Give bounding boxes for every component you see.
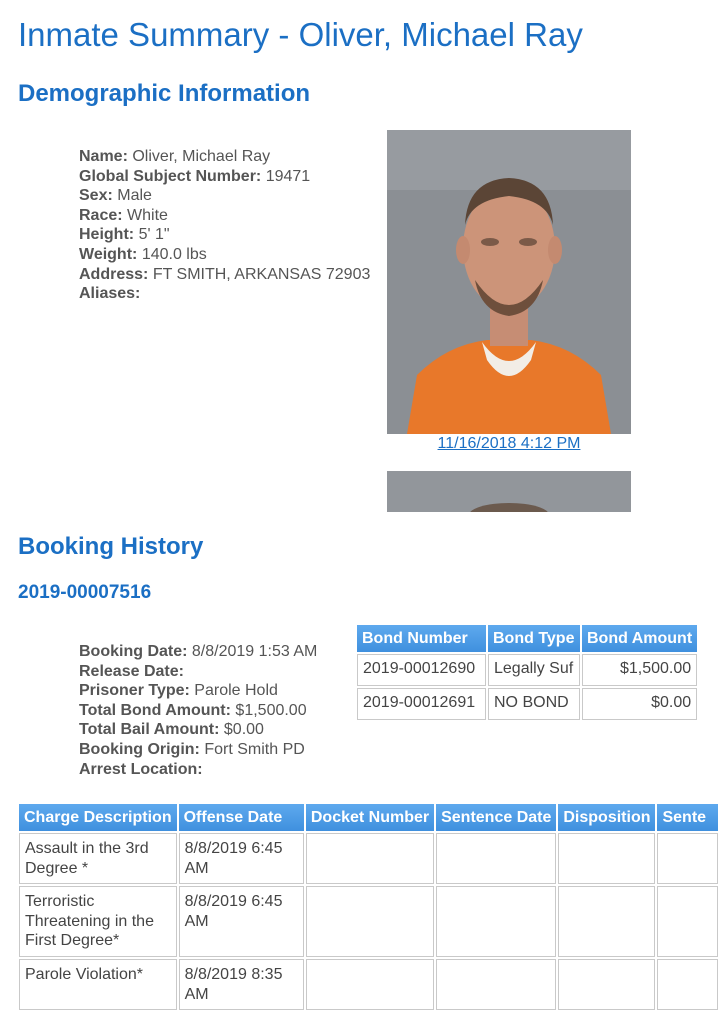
table-row xyxy=(357,688,697,720)
field-label: Aliases: xyxy=(79,285,141,303)
field-label: Total Bail Amount: xyxy=(79,721,220,739)
field-value: 19471 xyxy=(265,167,311,185)
table-cell xyxy=(306,886,434,957)
field-label: Address: xyxy=(79,265,149,283)
field-label: Arrest Location: xyxy=(79,760,203,778)
field-label: Global Subject Number: xyxy=(79,167,262,185)
field-label: Prisoner Type: xyxy=(79,682,190,700)
booking-origin-row xyxy=(79,740,317,760)
column-header: Sente xyxy=(657,804,718,831)
demographic-heading: Demographic Information xyxy=(18,80,311,107)
table-cell: Legally Suf xyxy=(488,654,580,686)
field-value: 8/8/2019 1:53 AM xyxy=(191,643,318,660)
secondary-photo[interactable] xyxy=(387,471,631,512)
name-row xyxy=(79,147,370,167)
column-header: Sentence Date xyxy=(436,804,556,831)
field-value: Oliver, Michael Ray xyxy=(132,148,271,165)
table-cell xyxy=(436,959,556,1010)
table-cell: Terroristic Threatening in the First Degree* xyxy=(19,886,177,957)
total-bail-row xyxy=(79,720,317,740)
total-bond-row xyxy=(79,701,317,721)
table-cell xyxy=(306,833,434,884)
table-cell xyxy=(558,833,655,884)
table-cell: 8/8/2019 6:45 AM xyxy=(179,886,304,957)
field-label: Sex: xyxy=(79,187,113,205)
table-cell: NO BOND xyxy=(488,688,580,720)
field-label: Name: xyxy=(79,148,128,165)
field-label: Total Bond Amount: xyxy=(79,701,231,719)
charge-table-header xyxy=(19,804,718,831)
table-row xyxy=(19,833,718,884)
mugshot-image xyxy=(387,130,631,434)
race-row xyxy=(79,206,370,226)
mugshot-photo[interactable] xyxy=(387,130,631,434)
field-value: Fort Smith PD xyxy=(204,740,305,758)
prisoner-type-row xyxy=(79,681,317,701)
table-cell xyxy=(436,833,556,884)
table-cell xyxy=(657,959,718,1010)
field-value: $1,500.00 xyxy=(235,701,307,719)
column-header: Disposition xyxy=(558,804,655,831)
field-value: 140.0 lbs xyxy=(141,245,207,263)
table-row xyxy=(19,959,718,1010)
booking-history-heading: Booking History xyxy=(18,533,204,560)
demographic-info xyxy=(79,147,370,304)
table-cell: $0.00 xyxy=(582,688,697,720)
photo-timestamp-link[interactable]: 11/16/2018 4:12 PM xyxy=(437,435,581,452)
global-subject-number-row xyxy=(79,167,370,187)
table-cell: 8/8/2019 8:35 AM xyxy=(179,959,304,1010)
column-header: Offense Date xyxy=(179,804,304,831)
booking-info xyxy=(79,642,317,779)
page-title: Inmate Summary - Oliver, Michael Ray xyxy=(18,16,583,53)
field-label: Weight: xyxy=(79,245,138,263)
arrest-location-row xyxy=(79,760,317,780)
field-label: Height: xyxy=(79,226,135,244)
table-cell xyxy=(657,833,718,884)
table-cell xyxy=(306,959,434,1010)
release-date-row xyxy=(79,662,317,682)
table-cell: 8/8/2019 6:45 AM xyxy=(179,833,304,884)
field-value: $0.00 xyxy=(223,721,264,739)
table-cell xyxy=(558,959,655,1010)
field-value: Male xyxy=(117,187,152,205)
sex-row xyxy=(79,186,370,206)
table-cell: 2019-00012690 xyxy=(357,654,486,686)
table-cell: Assault in the 3rd Degree * xyxy=(19,833,177,884)
aliases-row xyxy=(79,284,370,304)
bond-table-header xyxy=(357,625,697,652)
column-header: Charge Description xyxy=(19,804,177,831)
column-header: Docket Number xyxy=(306,804,434,831)
field-value: FT SMITH, ARKANSAS 72903 xyxy=(152,265,371,283)
table-cell xyxy=(657,886,718,957)
height-row xyxy=(79,225,370,245)
field-label: Booking Date: xyxy=(79,643,188,660)
field-label: Booking Origin: xyxy=(79,740,200,758)
table-cell: 2019-00012691 xyxy=(357,688,486,720)
table-row xyxy=(19,886,718,957)
column-header: Bond Type xyxy=(488,625,580,652)
field-label: Release Date: xyxy=(79,662,184,680)
table-cell xyxy=(558,886,655,957)
secondary-photo-image xyxy=(387,471,631,512)
bond-table xyxy=(355,623,699,722)
table-cell: Parole Violation* xyxy=(19,959,177,1010)
booking-number-heading: 2019-00007516 xyxy=(18,582,152,603)
field-value: White xyxy=(127,206,168,224)
table-row xyxy=(357,654,697,686)
column-header: Bond Number xyxy=(357,625,486,652)
booking-date-row xyxy=(79,642,317,662)
weight-row xyxy=(79,245,370,265)
field-value: Parole Hold xyxy=(194,682,278,700)
column-header: Bond Amount xyxy=(582,625,697,652)
charge-table xyxy=(17,802,720,1012)
table-cell: $1,500.00 xyxy=(582,654,697,686)
field-label: Race: xyxy=(79,206,123,224)
field-value: 5' 1" xyxy=(138,226,170,244)
table-cell xyxy=(436,886,556,957)
address-row xyxy=(79,265,370,285)
